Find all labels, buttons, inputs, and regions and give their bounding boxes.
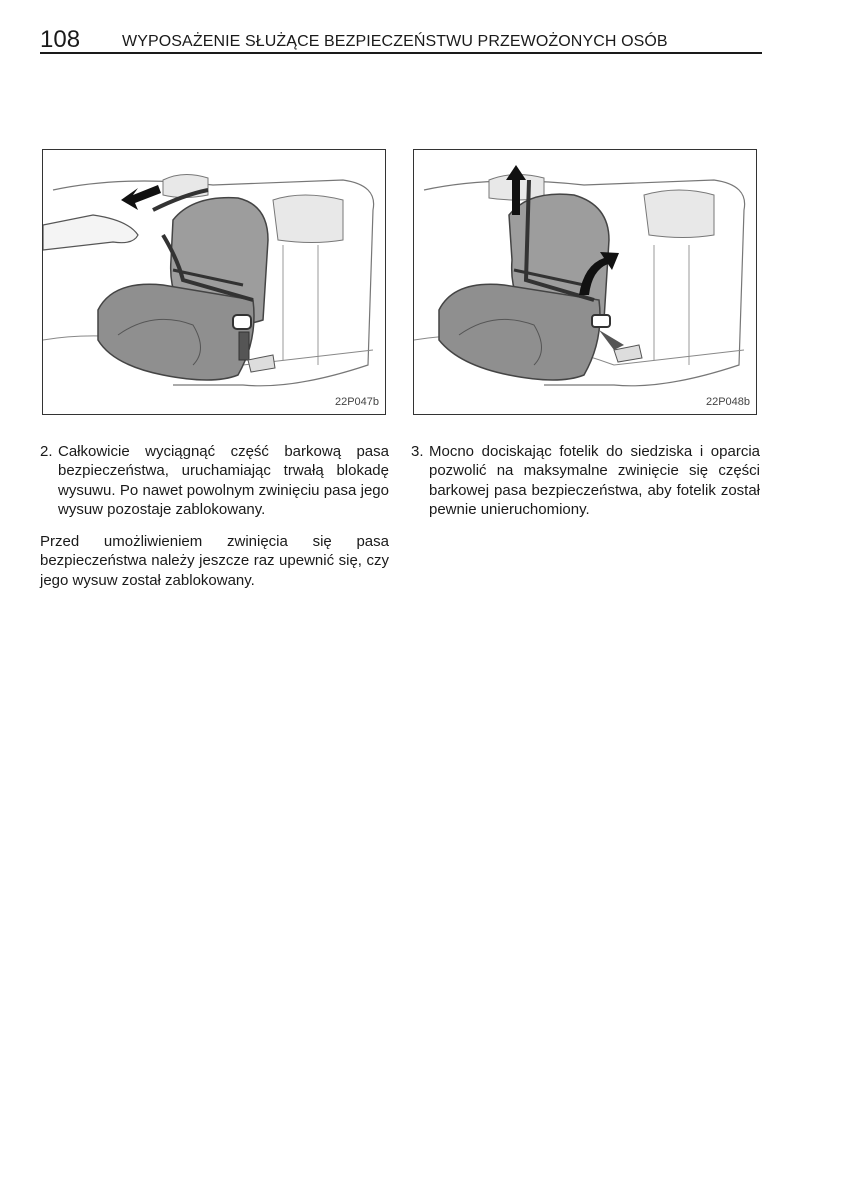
step-2	[40, 442, 389, 520]
warning-note: Przed umożliwieniem zwinięcia się pasa bezpieczeństwa należy jeszcze raz upewnić się, czy jego wysuw został zablokowany.	[40, 533, 389, 589]
figure-pull-belt	[42, 149, 386, 415]
step-number: 2.	[40, 443, 53, 460]
page-header	[40, 28, 762, 54]
step-3	[411, 442, 760, 520]
figure-retract-belt	[413, 149, 757, 415]
step-text: Całkowicie wyciągnąć część barkową pasa bezpieczeństwa, uruchamiając trwałą blokadę wysuwu. Po nawet powolnym zwinięciu pasa jego wysuw pozostaje zablokowany.	[58, 443, 389, 519]
child-seat-illustration	[414, 150, 756, 414]
step-number: 3.	[411, 443, 424, 460]
header-rule	[40, 52, 762, 54]
figure-code: 22P047b	[334, 396, 379, 408]
figure-code: 22P048b	[705, 396, 750, 408]
chapter-title: WYPOSAŻENIE SŁUŻĄCE BEZPIECZEŃSTWU PRZEWOŻONYCH OSÓB	[122, 33, 668, 50]
page-number: 108	[40, 26, 81, 53]
child-seat-illustration	[43, 150, 385, 414]
step-text: Mocno dociskając fotelik do siedziska i oparcia pozwolić na maksymalne zwinięcie się części barkowej pasa bezpieczeństwa, aby fotelik został pewnie unieruchomiony.	[429, 443, 760, 519]
